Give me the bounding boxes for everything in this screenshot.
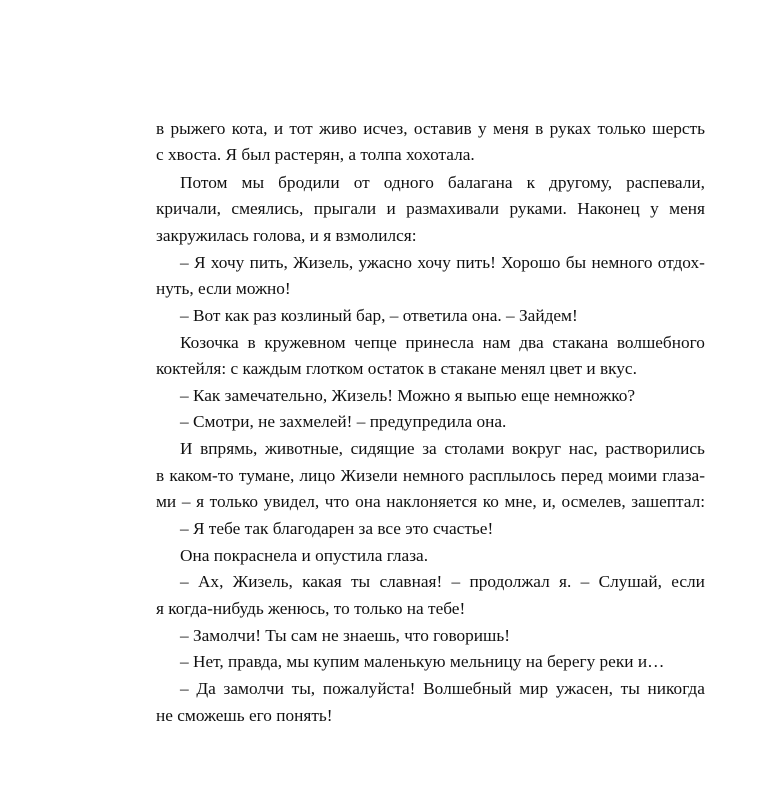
text-line-8: – Вот как раз козлиный бар, – ответила она. – Зайдем! — [180, 306, 578, 325]
text-line-23: не сможешь его понять! — [156, 706, 333, 725]
text-line-2: с хвоста. Я был растерян, а толпа хохотала. — [156, 145, 475, 164]
text-line-3: Потом мы бродили от одного балагана к другому, распевали, — [180, 173, 705, 192]
text-line-18: – Ах, Жизель, какая ты славная! – продолжал я. – Слушай, если — [180, 572, 705, 591]
text-line-7: нуть, если можно! — [156, 279, 291, 298]
text-line-20: – Замолчи! Ты сам не знаешь, что говоришь! — [180, 626, 510, 645]
text-line-11: – Как замечательно, Жизель! Можно я выпью еще немножко? — [180, 386, 636, 405]
text-line-19: я когда-нибудь женюсь, то только на тебе! — [156, 599, 466, 618]
text-line-15: ми – я только увидел, что она наклоняется ко мне, и, осмелев, зашептал: — [156, 492, 705, 511]
text-line-17: Она покраснела и опустила глаза. — [180, 546, 429, 565]
text-line-4: кричали, смеялись, прыгали и размахивали руками. Наконец у меня — [156, 199, 705, 218]
text-line-5: закружилась голова, и я взмолился: — [156, 226, 417, 245]
text-line-10: коктейля: с каждым глотком остаток в стакане менял цвет и вкус. — [156, 359, 637, 378]
text-line-9: Козочка в кружевном чепце принесла нам два стакана волшебного — [180, 333, 705, 352]
text-line-14: в каком-то тумане, лицо Жизели немного расплылось перед моими глаза- — [156, 466, 705, 485]
text-line-6: – Я хочу пить, Жизель, ужасно хочу пить! Хорошо бы немного отдох- — [180, 253, 705, 272]
text-line-22: – Да замолчи ты, пожалуйста! Волшебный мир ужасен, ты никогда — [180, 679, 705, 698]
text-line-13: И впрямь, животные, сидящие за столами вокруг нас, растворились — [180, 439, 705, 458]
text-line-12: – Смотри, не захмелей! – предупредила она. — [180, 412, 507, 431]
text-line-16: – Я тебе так благодарен за все это счастье! — [180, 519, 494, 538]
text-line-1: в рыжего кота, и тот живо исчез, оставив у меня в руках только шерсть — [156, 119, 705, 138]
text-line-21: – Нет, правда, мы купим маленькую мельницу на берегу реки и… — [180, 652, 665, 671]
